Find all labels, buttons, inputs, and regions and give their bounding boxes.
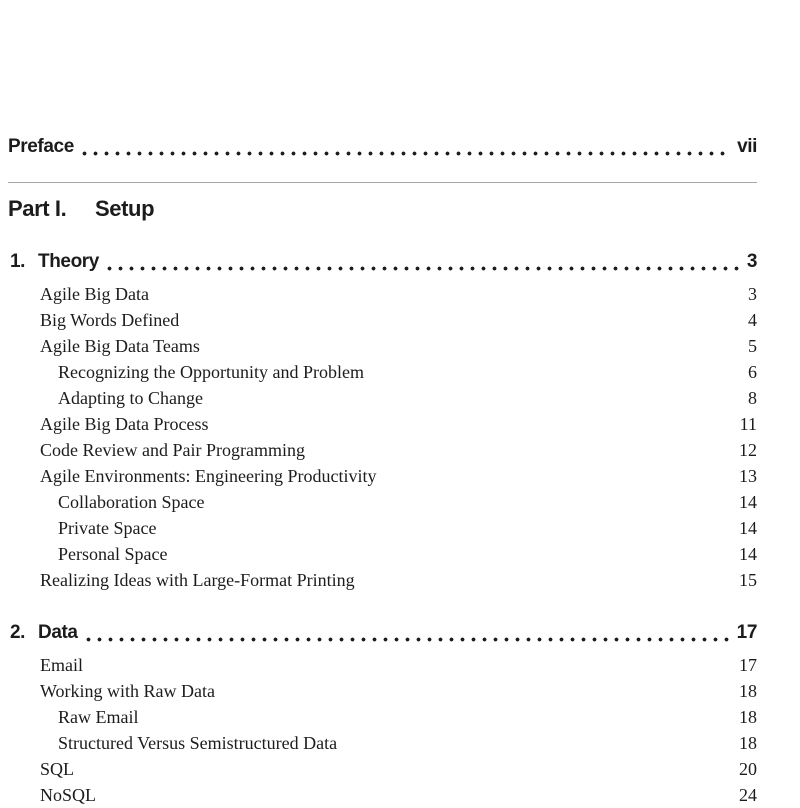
entry-page-number: 14 bbox=[739, 518, 757, 538]
toc-entry bbox=[8, 678, 757, 704]
chapter-title: Theory bbox=[38, 251, 99, 272]
chapter-page-number: 17 bbox=[736, 622, 757, 643]
entry-label: Raw Email bbox=[58, 707, 139, 727]
frontmatter-list bbox=[8, 134, 757, 160]
entry-label: Collaboration Space bbox=[58, 492, 205, 512]
toc-chapters bbox=[8, 249, 757, 808]
entry-page-number: 15 bbox=[739, 570, 757, 590]
toc-entry bbox=[8, 437, 757, 463]
section-divider bbox=[8, 182, 757, 183]
dot-leader bbox=[79, 151, 729, 156]
toc-entry bbox=[8, 704, 757, 730]
entry-page-number: 18 bbox=[739, 733, 757, 753]
toc-entry bbox=[8, 463, 757, 489]
chapter-number: 1. bbox=[10, 251, 26, 272]
toc-entry bbox=[8, 756, 757, 782]
toc-entry bbox=[8, 307, 757, 333]
entry-page-number: 20 bbox=[739, 759, 757, 779]
entry-label: SQL bbox=[40, 759, 75, 779]
toc-entry bbox=[8, 281, 757, 307]
entry-page-number: 8 bbox=[748, 388, 757, 408]
entry-page-number: 24 bbox=[739, 785, 757, 805]
entry-page-number: 5 bbox=[748, 336, 757, 356]
entry-page-number: 17 bbox=[739, 655, 757, 675]
chapter-section bbox=[8, 249, 757, 593]
frontmatter-row bbox=[8, 134, 757, 160]
entry-label: Agile Environments: Engineering Productivity bbox=[40, 466, 377, 486]
toc-entry bbox=[8, 385, 757, 411]
chapter-entries bbox=[8, 652, 757, 808]
chapter-title: Data bbox=[38, 622, 78, 643]
entry-label: Working with Raw Data bbox=[40, 681, 216, 701]
toc-entry bbox=[8, 515, 757, 541]
entry-page-number: 3 bbox=[748, 284, 757, 304]
entry-page-number: 11 bbox=[739, 414, 757, 434]
toc-entry bbox=[8, 333, 757, 359]
chapter-entries bbox=[8, 281, 757, 593]
entry-label: Personal Space bbox=[58, 544, 168, 564]
entry-label: Structured Versus Semistructured Data bbox=[58, 733, 338, 753]
entry-label: Big Words Defined bbox=[40, 310, 180, 330]
entry-page-number: 6 bbox=[748, 362, 757, 382]
entry-label: Agile Big Data bbox=[40, 284, 149, 304]
frontmatter-label: Preface bbox=[8, 136, 74, 157]
part-number: Part I. bbox=[8, 196, 67, 221]
chapter-heading bbox=[8, 249, 757, 275]
toc-entry bbox=[8, 782, 757, 808]
chapter-number: 2. bbox=[10, 622, 26, 643]
chapter-section bbox=[8, 620, 757, 808]
entry-label: NoSQL bbox=[40, 785, 97, 805]
entry-page-number: 14 bbox=[739, 492, 757, 512]
entry-label: Code Review and Pair Programming bbox=[40, 440, 305, 460]
entry-page-number: 18 bbox=[739, 707, 757, 727]
entry-page-number: 13 bbox=[739, 466, 757, 486]
entry-label: Agile Big Data Teams bbox=[40, 336, 200, 356]
chapter-page-number: 3 bbox=[746, 251, 757, 272]
entry-page-number: 18 bbox=[739, 681, 757, 701]
toc-entry bbox=[8, 567, 757, 593]
entry-label: Private Space bbox=[58, 518, 157, 538]
frontmatter-page-number: vii bbox=[737, 136, 757, 157]
chapter-heading bbox=[8, 620, 757, 646]
toc-entry bbox=[8, 541, 757, 567]
entry-page-number: 12 bbox=[739, 440, 757, 460]
entry-page-number: 4 bbox=[748, 310, 757, 330]
entry-label: Realizing Ideas with Large-Format Printing bbox=[40, 570, 355, 590]
toc-entry bbox=[8, 489, 757, 515]
part-title: Setup bbox=[95, 196, 155, 221]
dot-leader bbox=[83, 637, 729, 642]
entry-label: Email bbox=[40, 655, 83, 675]
entry-page-number: 14 bbox=[739, 544, 757, 564]
entry-label: Adapting to Change bbox=[58, 388, 203, 408]
dot-leader bbox=[104, 266, 739, 271]
toc-entry bbox=[8, 652, 757, 678]
toc-entry bbox=[8, 730, 757, 756]
entry-label: Recognizing the Opportunity and Problem bbox=[58, 362, 364, 382]
toc-entry bbox=[8, 411, 757, 437]
toc-entry bbox=[8, 359, 757, 385]
part-heading bbox=[8, 196, 757, 222]
entry-label: Agile Big Data Process bbox=[40, 414, 209, 434]
